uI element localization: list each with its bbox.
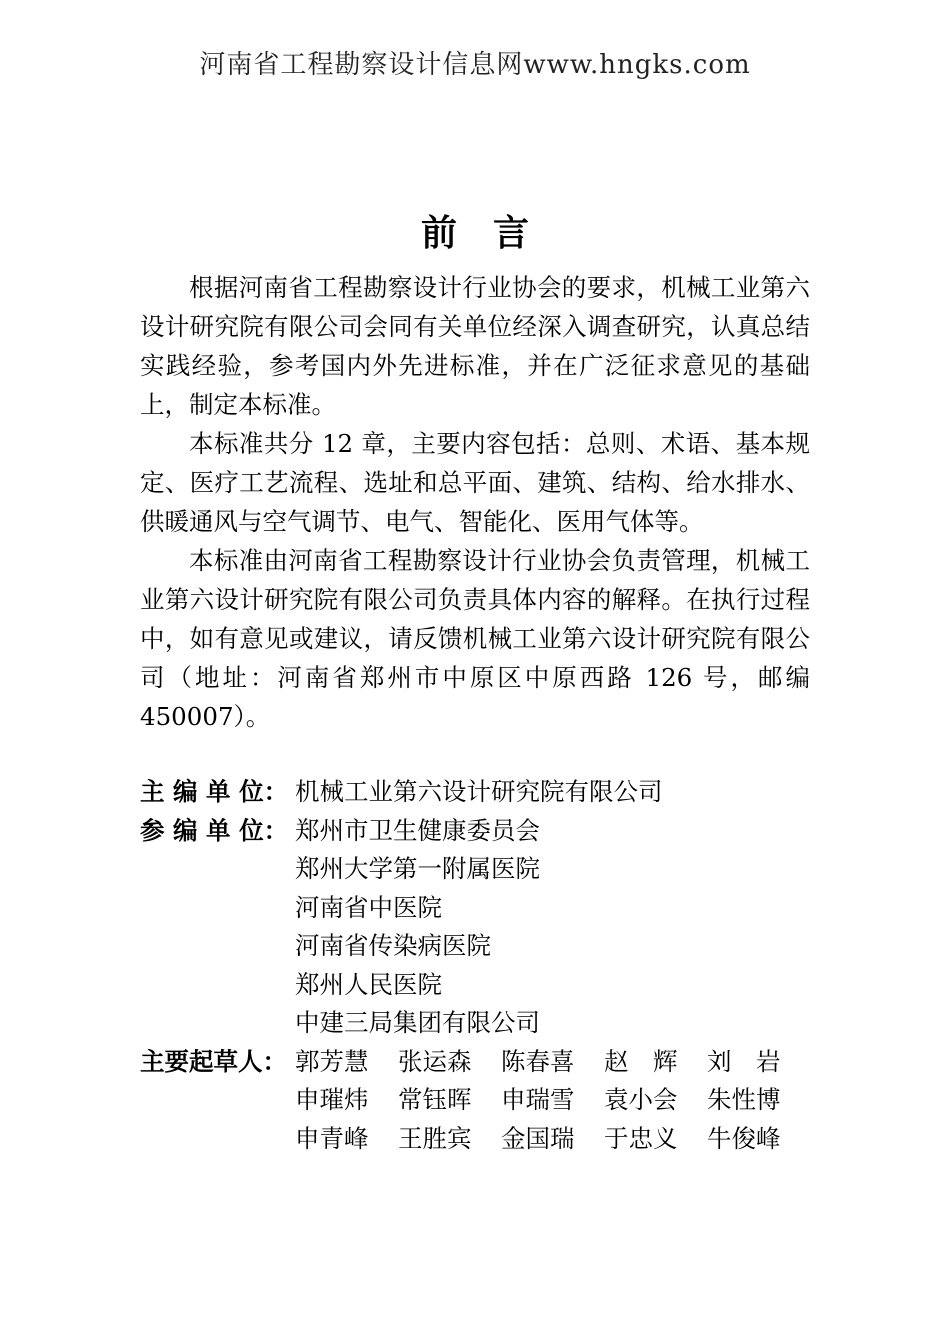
chief-unit-label: 主 编 单 位： bbox=[140, 777, 289, 806]
credits-section bbox=[140, 773, 820, 1158]
drafter-name: 申璀炜 bbox=[295, 1085, 369, 1114]
drafter-name: 赵 辉 bbox=[604, 1046, 678, 1076]
drafters-row bbox=[140, 1043, 820, 1159]
participating-units-row bbox=[140, 812, 820, 1043]
drafter-name: 牛俊峰 bbox=[707, 1123, 781, 1153]
participating-unit: 中建三局集团有限公司 bbox=[295, 1008, 540, 1037]
participating-unit: 河南省传染病医院 bbox=[295, 931, 491, 960]
drafter-name: 金国瑞 bbox=[501, 1123, 575, 1153]
drafter-name: 朱性博 bbox=[707, 1085, 781, 1114]
participating-unit: 郑州市卫生健康委员会 bbox=[295, 815, 540, 845]
drafter-name: 刘 岩 bbox=[707, 1046, 781, 1076]
drafter-name: 郭芳慧 bbox=[295, 1046, 369, 1076]
foreword-body bbox=[140, 268, 810, 736]
drafter-name: 申瑞雪 bbox=[501, 1085, 575, 1114]
drafter-name: 于忠义 bbox=[604, 1123, 678, 1153]
drafters-label: 主要起草人： bbox=[140, 1046, 287, 1076]
drafter-name: 袁小会 bbox=[604, 1085, 678, 1114]
drafter-name: 王胜宾 bbox=[398, 1123, 472, 1153]
drafters-list bbox=[295, 1043, 820, 1159]
paragraph: 本标准由河南省工程勘察设计行业协会负责管理，机械工业第六设计研究院有限公司负责具体内容的解释。在执行过程中，如有意见或建议，请反馈机械工业第六设计研究院有限公司（地址：河南省郑州市中原区中原西路 126 号，邮编 450007）。 bbox=[140, 546, 810, 731]
participating-units-label: 参 编 单 位： bbox=[140, 815, 289, 845]
participating-unit: 郑州大学第一附属医院 bbox=[295, 854, 540, 883]
participating-unit: 郑州人民医院 bbox=[295, 969, 442, 999]
drafter-name: 张运森 bbox=[398, 1046, 472, 1076]
paragraph: 本标准共分 12 章，主要内容包括：总则、术语、基本规定、医疗工艺流程、选址和总平面、建筑、结构、给水排水、供暖通风与空气调节、电气、智能化、医用气体等。 bbox=[140, 429, 810, 536]
drafter-name: 常钰晖 bbox=[398, 1085, 472, 1114]
chief-unit-name: 机械工业第六设计研究院有限公司 bbox=[295, 777, 663, 806]
drafter-name: 陈春喜 bbox=[501, 1046, 575, 1076]
participating-unit: 河南省中医院 bbox=[295, 892, 442, 922]
site-header: 河南省工程勘察设计信息网www.hngks.com bbox=[199, 50, 751, 80]
drafter-name: 申青峰 bbox=[295, 1123, 369, 1153]
paragraph: 根据河南省工程勘察设计行业协会的要求，机械工业第六设计研究院有限公司会同有关单位经深入调查研究，认真总结实践经验，参考国内外先进标准，并在广泛征求意见的基础上，制定本标准。 bbox=[140, 273, 810, 419]
page-title: 前 言 bbox=[420, 212, 529, 254]
chief-unit-row bbox=[140, 773, 820, 812]
